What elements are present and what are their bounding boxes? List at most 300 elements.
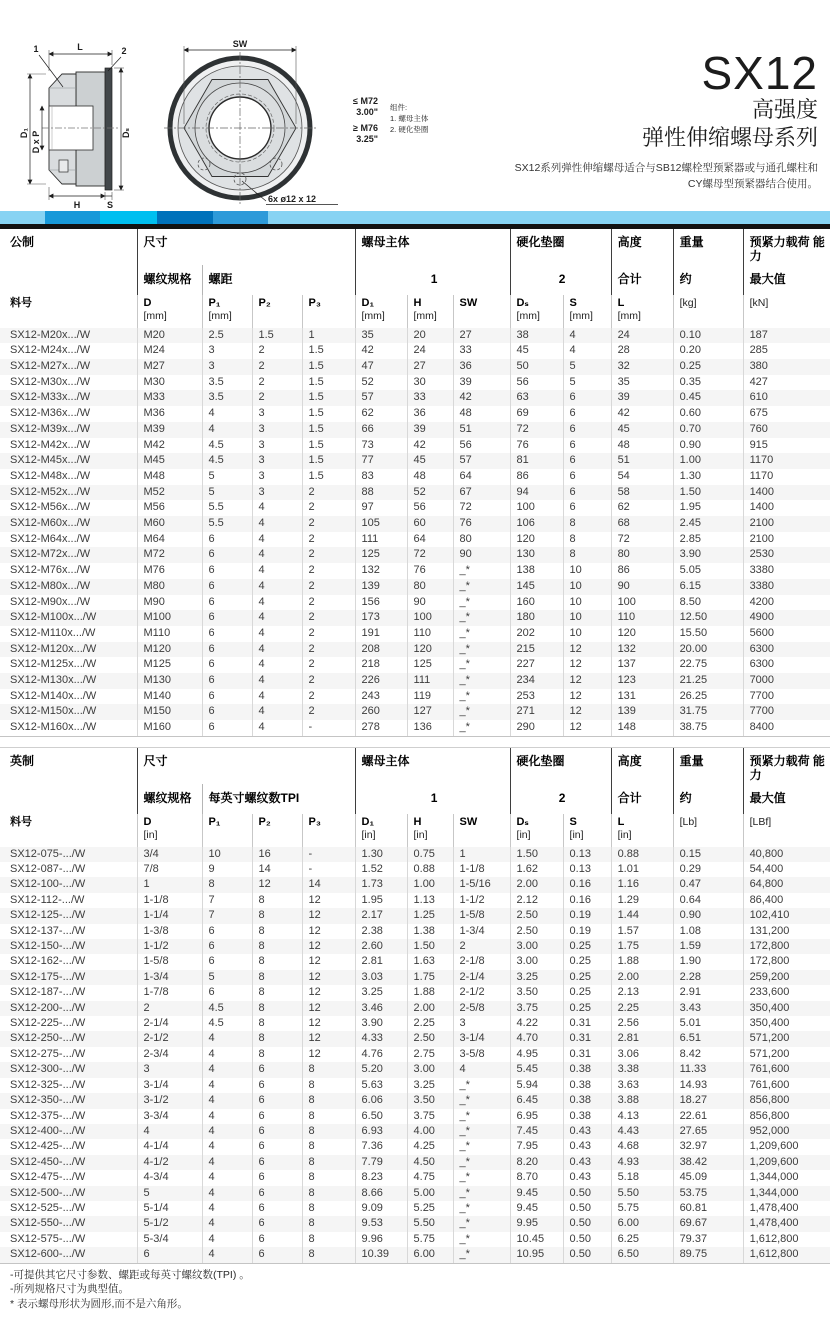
- table-cell: _*: [453, 579, 510, 595]
- table-cell: 8: [302, 1247, 355, 1263]
- table-cell: 1.38: [407, 924, 453, 939]
- table-cell: -: [302, 847, 355, 862]
- table-cell: 4: [252, 657, 302, 673]
- table-cell: 18.27: [673, 1093, 743, 1108]
- part2-label: 2: [121, 46, 127, 56]
- table-row: [0, 1216, 830, 1231]
- description-line-2: CY螺母型预紧器结合使用。: [687, 178, 818, 191]
- footnote-line: -可提供其它尺寸参数、螺距或每英寸螺纹数(TPI) 。: [10, 1269, 250, 1281]
- table-cell: 14.93: [673, 1078, 743, 1093]
- table-cell: 427: [743, 375, 830, 391]
- column-header: P₁: [202, 814, 252, 847]
- table-cell: 1.5: [252, 328, 302, 344]
- table-cell: 6: [252, 1062, 302, 1077]
- table-cell: 76: [453, 516, 510, 532]
- table-cell: SX12-M130x.../W: [0, 673, 137, 689]
- table-cell: 2: [302, 500, 355, 516]
- table-cell: 5-1/4: [137, 1201, 202, 1216]
- column-header: P₁ [mm]: [202, 295, 252, 328]
- table-cell: 233,600: [743, 985, 830, 1000]
- table-cell: 4: [202, 1170, 252, 1185]
- table-cell: 0.50: [563, 1186, 611, 1201]
- table-row: [0, 1062, 830, 1077]
- column-header: S [mm]: [563, 295, 611, 328]
- table-cell: 6: [252, 1124, 302, 1139]
- table-cell: 6: [252, 1201, 302, 1216]
- table-cell: 208: [355, 642, 407, 658]
- table-cell: 45: [510, 343, 563, 359]
- table-cell: 36: [407, 406, 453, 422]
- table-cell: 77: [355, 453, 407, 469]
- table-cell: SX12-M140x.../W: [10, 689, 97, 702]
- table-row: [0, 1093, 830, 1108]
- table-cell: 12: [563, 642, 611, 658]
- table-cell: 8: [302, 1078, 355, 1093]
- table-cell: 2.85: [673, 532, 743, 548]
- table-cell: 64,800: [743, 877, 830, 892]
- table-cell: 10.39: [355, 1247, 407, 1263]
- table-cell: 2: [302, 563, 355, 579]
- column-header: L [in]: [611, 814, 673, 847]
- table-cell: 125: [407, 657, 453, 673]
- table-cell: 10: [202, 847, 252, 862]
- table-cell: SX12-250-.../W: [0, 1031, 137, 1046]
- table-cell: 4: [202, 1139, 252, 1154]
- table-cell: 9.45: [510, 1186, 563, 1201]
- table-cell: 1,209,600: [743, 1139, 830, 1154]
- dim-l-label: L: [77, 42, 83, 52]
- group-header: 预紧力载荷 能力: [743, 229, 830, 265]
- table-cell: 3.75: [407, 1109, 453, 1124]
- table-cell: 215: [510, 642, 563, 658]
- table-cell: 952,000: [743, 1124, 830, 1139]
- table-cell: 1.44: [611, 908, 673, 923]
- table-cell: 6: [202, 939, 252, 954]
- table-cell: 1.95: [673, 500, 743, 516]
- table-cell: 3.46: [355, 1001, 407, 1016]
- table-cell: 73: [355, 438, 407, 454]
- table-cell: 2: [252, 390, 302, 406]
- table-cell: 3: [252, 469, 302, 485]
- group-header: 重量: [673, 229, 743, 265]
- table-cell: 48: [407, 469, 453, 485]
- table-cell: 0.25: [563, 970, 611, 985]
- column-header: 料号: [10, 296, 32, 309]
- table-cell: 1,344,000: [743, 1186, 830, 1201]
- table-row: [0, 908, 830, 923]
- table-cell: 0.50: [563, 1247, 611, 1263]
- table-row: [0, 547, 830, 563]
- table-cell: 1: [302, 328, 355, 344]
- table-cell: 2: [302, 626, 355, 642]
- table-cell: SX12-087-.../W: [10, 863, 86, 875]
- table-cell: 2: [453, 939, 510, 954]
- table-cell: SX12-575-.../W: [10, 1232, 86, 1245]
- table-cell: 7: [202, 893, 252, 908]
- table-cell: 4: [202, 1186, 252, 1201]
- table-cell: SX12-M72x.../W: [0, 547, 137, 563]
- table-cell: 6: [202, 954, 252, 969]
- table-cell: 571,200: [743, 1031, 830, 1046]
- table-cell: M20: [137, 328, 202, 344]
- table-cell: 2.81: [355, 954, 407, 969]
- table-cell: 8400: [743, 720, 830, 736]
- subgroup-header: 最大值: [743, 784, 830, 814]
- table-cell: SX12-375-.../W: [10, 1109, 86, 1122]
- table-cell: 86: [510, 469, 563, 485]
- table-cell: SX12-M30x.../W: [10, 375, 91, 388]
- table-cell: 2: [252, 359, 302, 375]
- table-cell: M36: [137, 406, 202, 422]
- table-cell: 39: [611, 390, 673, 406]
- table-cell: 1.01: [611, 862, 673, 877]
- table-cell: 4: [252, 720, 302, 736]
- table-cell: 5: [137, 1186, 202, 1201]
- brand-bar: [0, 211, 830, 224]
- table-cell: 12: [302, 924, 355, 939]
- table-cell: 1-1/8: [453, 862, 510, 877]
- table-cell: 2: [302, 595, 355, 611]
- table-cell: 120: [510, 532, 563, 548]
- table-cell: 2100: [743, 516, 830, 532]
- table-cell: 5: [202, 485, 252, 501]
- table-cell: 67: [453, 485, 510, 501]
- table-cell: 0.10: [673, 328, 743, 344]
- table-cell: 40,800: [743, 847, 830, 862]
- table-cell: 160: [510, 595, 563, 611]
- table-row: [0, 673, 830, 689]
- table-cell: 5.5: [202, 500, 252, 516]
- table-cell: 64: [453, 469, 510, 485]
- table-cell: 132: [611, 642, 673, 658]
- table-cell: 4: [252, 610, 302, 626]
- table-cell: 243: [355, 689, 407, 705]
- table-cell: 83: [355, 469, 407, 485]
- table-cell: 6: [202, 547, 252, 563]
- table-cell: 234: [510, 673, 563, 689]
- table-cell: 6.45: [510, 1093, 563, 1108]
- table-cell: 130: [510, 547, 563, 563]
- table-cell: 5.45: [510, 1062, 563, 1077]
- table-cell: SX12-M150x.../W: [0, 704, 137, 720]
- table-cell: 5: [202, 970, 252, 985]
- table-cell: M64: [137, 532, 202, 548]
- column-header: D₁ [in]: [355, 814, 407, 847]
- table-cell: 3.5: [202, 375, 252, 391]
- table-cell: 1.63: [407, 954, 453, 969]
- table-cell: 1.88: [407, 985, 453, 1000]
- table-cell: 1,612,800: [743, 1232, 830, 1247]
- table-cell: 6: [252, 1232, 302, 1247]
- table-cell: 278: [355, 720, 407, 736]
- table-cell: 4: [252, 563, 302, 579]
- group-header: 公制: [10, 235, 35, 249]
- table-cell: 7.79: [355, 1155, 407, 1170]
- table-cell: 14: [252, 862, 302, 877]
- table-cell: 27.65: [673, 1124, 743, 1139]
- table-cell: 290: [510, 720, 563, 736]
- subgroup-header: 2: [510, 265, 611, 295]
- column-header: Dₛ [in]: [510, 814, 563, 847]
- table-cell: 6: [252, 1170, 302, 1185]
- table-cell: M27: [137, 359, 202, 375]
- table-cell: -: [302, 720, 355, 736]
- table-cell: 8: [563, 532, 611, 548]
- table-cell: 6.25: [611, 1232, 673, 1247]
- table-cell: 3380: [743, 579, 830, 595]
- table-cell: 60: [407, 516, 453, 532]
- table-cell: 4: [453, 1062, 510, 1077]
- table-cell: 145: [510, 579, 563, 595]
- table-cell: 218: [355, 657, 407, 673]
- table-cell: 127: [407, 704, 453, 720]
- table-cell: 136: [407, 720, 453, 736]
- table-cell: 1.5: [302, 406, 355, 422]
- table-cell: 2-1/2: [453, 985, 510, 1000]
- table-cell: 1.5: [302, 390, 355, 406]
- table-cell: 4: [252, 532, 302, 548]
- table-cell: -: [302, 862, 355, 877]
- table-cell: _*: [453, 1186, 510, 1201]
- table-cell: 6: [202, 595, 252, 611]
- table-cell: 6: [202, 563, 252, 579]
- part1-label: 1: [33, 44, 39, 54]
- table-cell: _*: [453, 1078, 510, 1093]
- table-cell: 81: [510, 453, 563, 469]
- table-cell: 15.50: [673, 626, 743, 642]
- table-row: [0, 453, 830, 469]
- table-cell: 0.50: [563, 1201, 611, 1216]
- table-cell: 3.50: [510, 985, 563, 1000]
- table-cell: 72: [407, 547, 453, 563]
- table-cell: 38: [510, 328, 563, 344]
- table-cell: 90: [611, 579, 673, 595]
- table-cell: _*: [453, 1139, 510, 1154]
- table-cell: 4: [202, 1031, 252, 1046]
- table-cell: 1.5: [302, 422, 355, 438]
- table-cell: 66: [355, 422, 407, 438]
- table-cell: 3.06: [611, 1047, 673, 1062]
- table-cell: 3-3/4: [137, 1109, 202, 1124]
- table-cell: 36: [453, 359, 510, 375]
- table-cell: 3: [202, 343, 252, 359]
- table-cell: 761,600: [743, 1062, 830, 1077]
- table-cell: 4.95: [510, 1047, 563, 1062]
- table-cell: 20: [407, 328, 453, 344]
- description-line-1: SX12系列弹性伸缩螺母适合与SB12螺栓型预紧器或与通孔螺柱和: [514, 162, 818, 175]
- subgroup-header: 1: [355, 265, 510, 295]
- group-header: 尺寸: [137, 748, 355, 784]
- table-cell: 5-1/2: [137, 1216, 202, 1231]
- table-cell: 3380: [743, 563, 830, 579]
- table-cell: 1.88: [611, 954, 673, 969]
- table-cell: 6: [563, 469, 611, 485]
- table-cell: 8.42: [673, 1047, 743, 1062]
- table-cell: _*: [453, 595, 510, 611]
- table-cell: 2: [302, 673, 355, 689]
- table-cell: 0.35: [673, 375, 743, 391]
- table-cell: 100: [510, 500, 563, 516]
- table-cell: 1.30: [673, 469, 743, 485]
- table-row: [0, 532, 830, 548]
- table-cell: 45: [611, 422, 673, 438]
- table-cell: 2.28: [673, 970, 743, 985]
- table-cell: 1.90: [673, 954, 743, 969]
- group-header: 高度: [611, 229, 673, 265]
- table-cell: 8: [302, 1139, 355, 1154]
- group-header: 预紧力载荷 能力: [743, 748, 830, 784]
- table-cell: SX12-M33x.../W: [0, 390, 137, 406]
- table-cell: 6.95: [510, 1109, 563, 1124]
- table-cell: 10.95: [510, 1247, 563, 1263]
- footnote-line: -所列规格尺寸为典型值。: [10, 1283, 129, 1296]
- table-cell: 12: [302, 893, 355, 908]
- table-cell: 4: [202, 422, 252, 438]
- table-cell: 4: [252, 500, 302, 516]
- table-cell: M45: [137, 453, 202, 469]
- table-cell: 5: [563, 359, 611, 375]
- table-cell: 172,800: [743, 939, 830, 954]
- table-cell: 1.95: [355, 893, 407, 908]
- table-cell: 33: [453, 343, 510, 359]
- table-cell: 1170: [743, 469, 830, 485]
- table-cell: 4.50: [407, 1155, 453, 1170]
- table-cell: 1.75: [407, 970, 453, 985]
- table-cell: 0.50: [563, 1216, 611, 1231]
- table-row: [0, 1124, 830, 1139]
- table-cell: 5.94: [510, 1078, 563, 1093]
- table-cell: 4: [202, 1093, 252, 1108]
- table-cell: 1-1/4: [137, 908, 202, 923]
- table-cell: 6: [202, 924, 252, 939]
- table-cell: 3.00: [407, 1062, 453, 1077]
- table-cell: 0.90: [673, 438, 743, 454]
- subtitle-line-2: 弹性伸缩螺母系列: [641, 125, 818, 151]
- group-header: 硬化垫圈: [510, 748, 611, 784]
- table-cell: 6: [202, 720, 252, 736]
- technical-drawing: [8, 38, 468, 213]
- table-cell: 3.25: [510, 970, 563, 985]
- table-cell: 1-1/2: [137, 939, 202, 954]
- subgroup-header: 合计: [611, 784, 673, 814]
- table-cell: SX12-M64x.../W: [10, 532, 91, 545]
- table-cell: 97: [355, 500, 407, 516]
- table-cell: 6: [202, 673, 252, 689]
- table-row: [0, 1170, 830, 1185]
- table-cell: M60: [137, 516, 202, 532]
- table-row: [0, 485, 830, 501]
- table-cell: 86,400: [743, 893, 830, 908]
- table-cell: 6: [202, 642, 252, 658]
- table-cell: 100: [611, 595, 673, 611]
- group-header: 硬化垫圈: [510, 229, 611, 265]
- table-cell: 3: [202, 359, 252, 375]
- group-header: 螺母主体: [355, 229, 510, 265]
- table-cell: 79.37: [673, 1232, 743, 1247]
- table-cell: 0.13: [563, 847, 611, 862]
- table-cell: M42: [137, 438, 202, 454]
- table-cell: 285: [743, 343, 830, 359]
- table-cell: M52: [137, 485, 202, 501]
- table-cell: 1.13: [407, 893, 453, 908]
- table-cell: 4: [202, 406, 252, 422]
- table-cell: SX12-M27x.../W: [0, 359, 137, 375]
- table-cell: 22.75: [673, 657, 743, 673]
- table-cell: 260: [355, 704, 407, 720]
- table-cell: _*: [453, 1201, 510, 1216]
- table-cell: 5.75: [611, 1201, 673, 1216]
- table-cell: 1.50: [407, 939, 453, 954]
- table-cell: _*: [453, 626, 510, 642]
- table-cell: 7700: [743, 689, 830, 705]
- table-row: [0, 1155, 830, 1170]
- table-cell: 0.13: [563, 862, 611, 877]
- table-cell: 6.00: [611, 1216, 673, 1231]
- table-cell: SX12-350-.../W: [0, 1093, 137, 1108]
- column-header: D₁ [mm]: [355, 295, 407, 328]
- table-row: [0, 893, 830, 908]
- column-header: SW: [453, 814, 510, 847]
- subtitle-line-1: 高强度: [751, 97, 818, 122]
- table-cell: 0.64: [673, 893, 743, 908]
- table-cell: 2.00: [510, 877, 563, 892]
- table-cell: 69: [510, 406, 563, 422]
- table-cell: 6.00: [407, 1247, 453, 1263]
- table-cell: 6.50: [355, 1109, 407, 1124]
- table-cell: 4.76: [355, 1047, 407, 1062]
- table-cell: 12: [302, 985, 355, 1000]
- column-header: P₂: [252, 814, 302, 847]
- table-cell: 8: [302, 1109, 355, 1124]
- table-cell: 6: [252, 1247, 302, 1263]
- dim-ds-label: Dₛ: [121, 128, 131, 138]
- dim-sw-label: SW: [232, 39, 248, 49]
- table-cell: 1-3/8: [137, 924, 202, 939]
- table-row: [0, 970, 830, 985]
- table-cell: 4.5: [202, 1001, 252, 1016]
- table-row: [0, 704, 830, 720]
- table-row: [0, 1247, 830, 1263]
- table-cell: 120: [407, 642, 453, 658]
- table-cell: M80: [137, 579, 202, 595]
- table-cell: 1.30: [355, 847, 407, 862]
- title-block: [514, 47, 818, 193]
- table-cell: 33: [407, 390, 453, 406]
- table-cell: 2.50: [510, 924, 563, 939]
- table-row: [0, 563, 830, 579]
- table-cell: 3.43: [673, 1001, 743, 1016]
- table-row: [0, 1232, 830, 1247]
- table-cell: 24: [611, 328, 673, 344]
- table-cell: 2.91: [673, 985, 743, 1000]
- table-cell: 8: [202, 877, 252, 892]
- table-cell: 9.53: [355, 1216, 407, 1231]
- table-cell: _*: [453, 657, 510, 673]
- table-cell: 14: [302, 877, 355, 892]
- table-cell: 856,800: [743, 1109, 830, 1124]
- table-cell: 1.5: [302, 469, 355, 485]
- table-cell: 0.70: [673, 422, 743, 438]
- table-cell: SX12-475-.../W: [10, 1171, 86, 1184]
- table-cell: _*: [453, 642, 510, 658]
- column-header: S [in]: [563, 814, 611, 847]
- table-cell: 7.95: [510, 1139, 563, 1154]
- table-cell: 2: [137, 1001, 202, 1016]
- table-cell: 2: [302, 547, 355, 563]
- brand-bar-segment: [213, 211, 268, 224]
- table-cell: 102,410: [743, 908, 830, 923]
- table-row: [0, 469, 830, 485]
